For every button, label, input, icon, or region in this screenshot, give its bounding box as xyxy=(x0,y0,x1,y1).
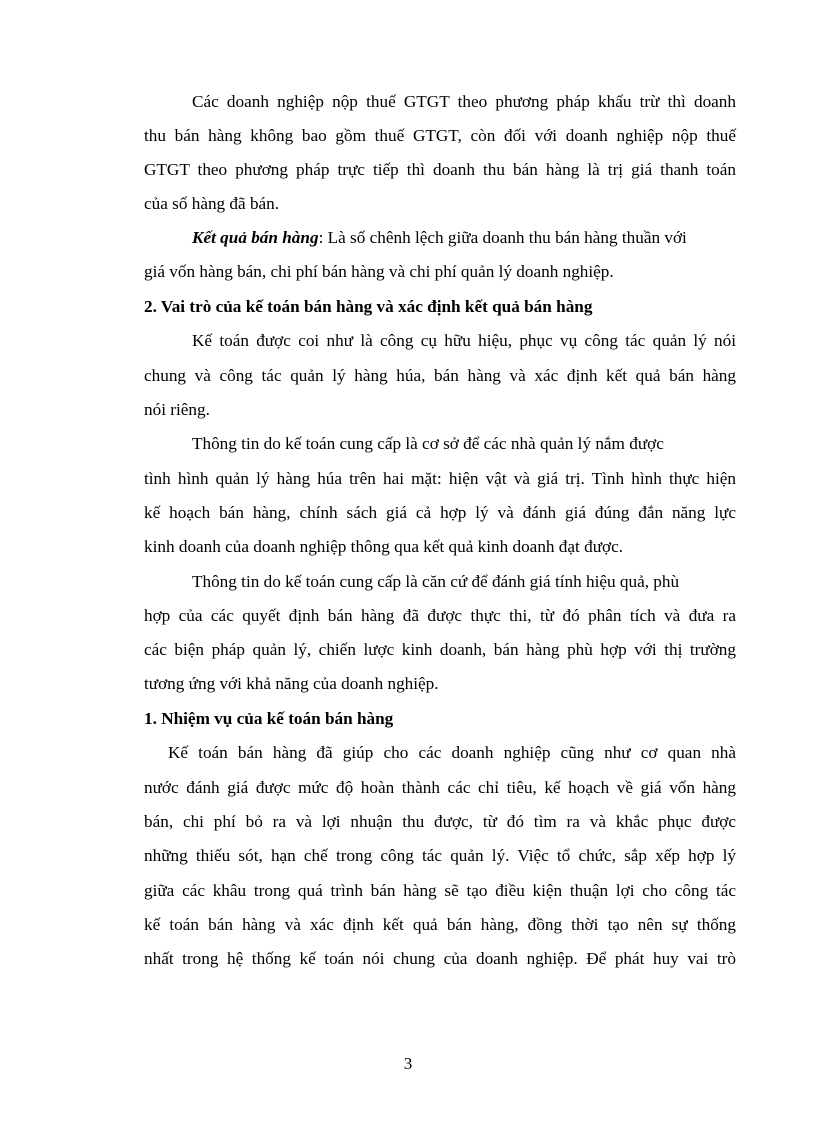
page-number: 3 xyxy=(403,1054,413,1073)
paragraph-line: thu bán hàng không bao gồm thuế GTGT, còn đối với doanh nghiệp nộp thuế xyxy=(144,126,736,145)
paragraph-line: giữa các khâu trong quá trình bán hàng sẽ tạo điều kiện thuận lợi cho công tác xyxy=(144,881,736,900)
paragraph-line: bán, chi phí bỏ ra và lợi nhuận thu được, từ đó tìm ra và khắc phục được xyxy=(144,812,736,831)
paragraph-line: kinh doanh của doanh nghiệp thông qua kết quả kinh doanh đạt được. xyxy=(144,537,624,556)
paragraph-line: nước đánh giá được mức độ hoàn thành các chỉ tiêu, kế hoạch về giá vốn hàng xyxy=(144,778,736,797)
paragraph-line: kế toán bán hàng và xác định kết quả bán hàng, đồng thời tạo nên sự thống xyxy=(144,915,736,934)
section-heading: 2. Vai trò của kế toán bán hàng và xác định kết quả bán hàng xyxy=(144,297,593,316)
paragraph-line: các biện pháp quản lý, chiến lược kinh doanh, bán hàng phù hợp với thị trường xyxy=(144,640,736,659)
paragraph-line: hợp của các quyết định bán hàng đã được thực thi, từ đó phân tích và đưa ra xyxy=(144,606,736,625)
paragraph-line: Kế toán được coi như là công cụ hữu hiệu, phục vụ công tác quản lý nói xyxy=(192,331,736,350)
paragraph-line: chung và công tác quản lý hàng húa, bán hàng và xác định kết quả bán hàng xyxy=(144,366,736,385)
paragraph-line: Thông tin do kế toán cung cấp là cơ sở để các nhà quản lý nắm được xyxy=(192,434,664,453)
paragraph-line: Kế toán bán hàng đã giúp cho các doanh nghiệp cũng như cơ quan nhà xyxy=(168,743,736,762)
section-heading: 1. Nhiệm vụ của kế toán bán hàng xyxy=(144,709,394,728)
definition-text: : Là số chênh lệch giữa doanh thu bán hàng thuần với xyxy=(318,228,687,247)
paragraph-line: giá vốn hàng bán, chi phí bán hàng và chi phí quản lý doanh nghiệp. xyxy=(144,262,614,281)
definition-term: Kết quả bán hàng xyxy=(192,228,319,247)
paragraph-line: tình hình quản lý hàng húa trên hai mặt: hiện vật và giá trị. Tình hình thực hiện xyxy=(144,469,736,488)
paragraph-line: kế hoạch bán hàng, chính sách giá cả hợp lý và đánh giá đúng đắn năng lực xyxy=(144,503,736,522)
paragraph-line: Thông tin do kế toán cung cấp là căn cứ để đánh giá tính hiệu quả, phù xyxy=(192,572,680,591)
paragraph-line: nhất trong hệ thống kế toán nói chung của doanh nghiệp. Để phát huy vai trò xyxy=(144,949,736,968)
paragraph-line: của số hàng đã bán. xyxy=(144,194,280,213)
paragraph-line: những thiếu sót, hạn chế trong công tác quản lý. Việc tổ chức, sắp xếp hợp lý xyxy=(144,846,736,865)
paragraph-line: nói riêng. xyxy=(144,400,210,419)
paragraph-line: GTGT theo phương pháp trực tiếp thì doanh thu bán hàng là trị giá thanh toán xyxy=(144,160,736,179)
paragraph-line: Các doanh nghiệp nộp thuế GTGT theo phương pháp khấu trừ thì doanh xyxy=(192,92,736,111)
paragraph-line: tương ứng với khả năng của doanh nghiệp. xyxy=(144,674,439,693)
definition-line xyxy=(192,228,687,248)
